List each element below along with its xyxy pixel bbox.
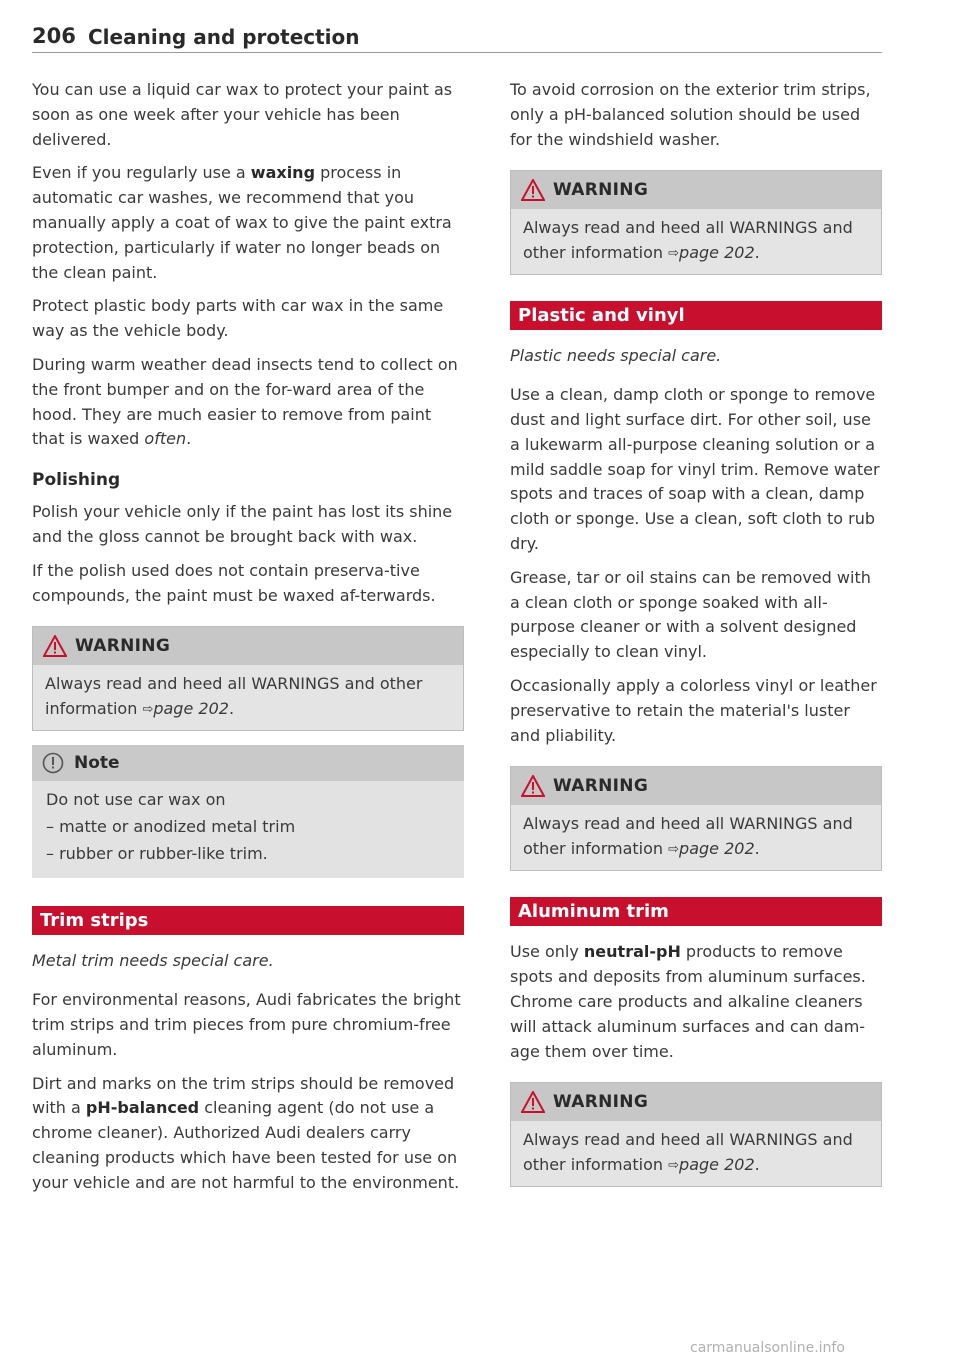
paragraph: Even if you regularly use a waxing process in automatic car washes, we recommend that you manually apply a coat of wax to give the paint extra protection, particularly if water no longer beads on the clean paint. (32, 163, 452, 282)
watermark: carmanualsonline.info (690, 1340, 845, 1356)
arrow-right-icon: ⇨ (668, 1158, 680, 1174)
arrow-right-icon: ⇨ (668, 246, 680, 262)
warning-header (33, 627, 463, 665)
paragraph: You can use a liquid car wax to protect your paint as soon as one week after your vehicle has been delivered. (32, 80, 453, 149)
paragraph: During warm weather dead insects tend to collect on the front bumper and on the for-ward area of the hood. They are much easier to remove from paint that is waxed often. (32, 354, 458, 449)
page-header (32, 22, 882, 56)
paragraph: Dirt and marks on the trim strips should be removed with a pH-balanced cleaning agent (do not use a chrome cleaner). Authorized Audi dealers carry cleaning products which have been tested for use on your vehicle and are not harmful to the environment. (32, 1073, 460, 1192)
page-link[interactable]: page 202 (679, 243, 755, 263)
warning-box (32, 626, 464, 731)
info-circle-icon (42, 752, 64, 774)
warning-header (511, 767, 881, 805)
section-title: Cleaning and protection (88, 25, 360, 49)
warning-title: WARNING (553, 776, 649, 797)
warning-box (510, 766, 882, 871)
paragraph: Occasionally apply a colorless vinyl or leather preservative to retain the material's luster and pliability. (510, 675, 877, 745)
page-link[interactable]: page 202 (679, 1155, 755, 1175)
paragraph: To avoid corrosion on the exterior trim strips, only a pH-balanced solution should be used for the windshield washer. (510, 80, 871, 149)
paragraph: For environmental reasons, Audi fabricates the bright trim strips and trim pieces from pure chromium-free aluminum. (32, 990, 461, 1059)
page-link[interactable]: page 202 (153, 699, 229, 719)
left-column (32, 78, 464, 1205)
warning-triangle-icon (521, 1091, 545, 1113)
warning-body: Always read and heed all WARNINGS and other information ⇨page 202. (511, 1121, 881, 1186)
section-heading-trim-strips: Trim strips (32, 906, 464, 935)
paragraph: Use only neutral-pH products to remove spots and deposits from aluminum surfaces. Chrome care products and alkaline cleaners will attack aluminum surfaces and can dam-age them over time. (510, 942, 866, 1061)
subheading-polishing: Polishing (32, 470, 121, 491)
arrow-right-icon: ⇨ (668, 842, 680, 858)
warning-header (511, 171, 881, 209)
warning-triangle-icon (43, 635, 67, 657)
note-body (32, 781, 464, 878)
paragraph: Polish your vehicle only if the paint has lost its shine and the gloss cannot be brought back with wax. (32, 502, 453, 546)
paragraph: Grease, tar or oil stains can be removed with a clean cloth or sponge soaked with all-purpose cleaner or with a solvent designed especially to clean vinyl. (510, 567, 871, 662)
section-subtitle: Plastic needs special care. (510, 346, 722, 366)
section-heading-aluminum-trim: Aluminum trim (510, 897, 882, 926)
note-header (32, 745, 464, 781)
paragraph: Protect plastic body parts with car wax in the same way as the vehicle body. (32, 296, 444, 341)
warning-triangle-icon (521, 179, 545, 201)
warning-body: Always read and heed all WARNINGS and other information ⇨page 202. (511, 209, 881, 274)
note-line: – matte or anodized metal trim (46, 817, 296, 837)
warning-body: Always read and heed all WARNINGS and other information ⇨page 202. (33, 665, 463, 730)
arrow-right-icon: ⇨ (142, 702, 154, 718)
page-number: 206 (32, 24, 76, 48)
note-box (32, 745, 464, 878)
note-title: Note (74, 753, 120, 774)
page-link[interactable]: page 202 (679, 839, 755, 859)
warning-box (510, 170, 882, 275)
section-subtitle: Metal trim needs special care. (32, 951, 274, 971)
warning-body: Always read and heed all WARNINGS and other information ⇨page 202. (511, 805, 881, 870)
warning-box (510, 1082, 882, 1187)
section-heading-plastic-vinyl: Plastic and vinyl (510, 301, 882, 330)
paragraph: Use a clean, damp cloth or sponge to remove dust and light surface dirt. For other soil, use a lukewarm all-purpose cleaning solution or a mild saddle soap for vinyl trim. Remove water spots and traces of soap with a clean, damp cloth or sponge. Use a clean, soft cloth to rub dry. (510, 385, 880, 553)
warning-title: WARNING (553, 1092, 649, 1113)
note-line: – rubber or rubber-like trim. (46, 844, 268, 864)
header-divider (32, 52, 882, 53)
note-line: Do not use car wax on (46, 790, 226, 810)
right-column (510, 78, 882, 1201)
warning-triangle-icon (521, 775, 545, 797)
warning-title: WARNING (75, 636, 171, 657)
paragraph: If the polish used does not contain preserva-tive compounds, the paint must be waxed af-terwards. (32, 560, 436, 605)
warning-title: WARNING (553, 180, 649, 201)
warning-header (511, 1083, 881, 1121)
